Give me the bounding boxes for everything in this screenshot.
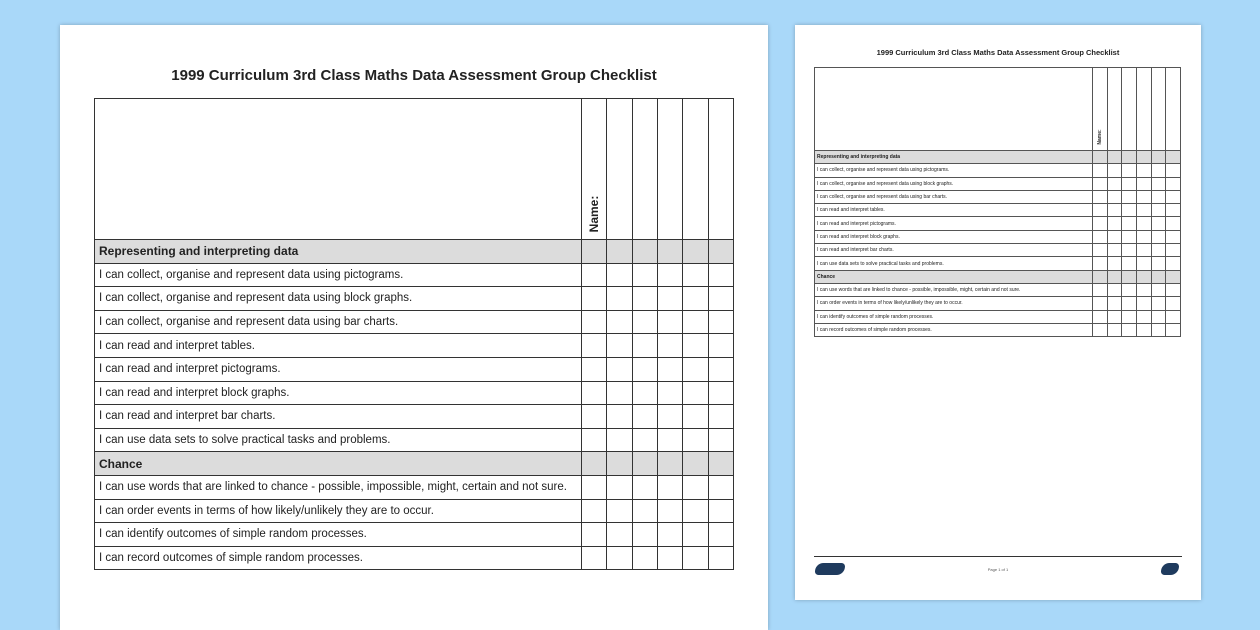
name-label: Name:	[587, 195, 602, 233]
check-cell[interactable]	[657, 428, 682, 452]
thumbnail-check-cell[interactable]	[1166, 177, 1181, 190]
thumbnail-check-cell[interactable]	[1151, 297, 1166, 310]
check-cell[interactable]	[582, 499, 607, 523]
thumbnail-checklist-item-text: I can read and interpret block graphs.	[815, 230, 1093, 243]
check-cell[interactable]	[708, 357, 733, 381]
check-cell[interactable]	[683, 475, 708, 499]
thumbnail-check-cell[interactable]	[1122, 230, 1137, 243]
check-cell[interactable]	[632, 428, 657, 452]
check-cell[interactable]	[582, 263, 607, 287]
check-cell[interactable]	[708, 263, 733, 287]
check-cell[interactable]	[708, 546, 733, 570]
check-cell[interactable]	[683, 428, 708, 452]
thumbnail-check-cell[interactable]	[1122, 297, 1137, 310]
checklist-item-text: I can use data sets to solve practical tasks and problems.	[95, 428, 582, 452]
check-cell[interactable]	[607, 546, 632, 570]
check-cell[interactable]	[708, 310, 733, 334]
check-cell[interactable]	[708, 334, 733, 358]
thumbnail-section-check-cell	[1107, 270, 1122, 283]
check-cell[interactable]	[582, 523, 607, 547]
thumbnail-check-cell[interactable]	[1093, 190, 1108, 203]
thumbnail-check-cell[interactable]	[1122, 217, 1137, 230]
check-cell[interactable]	[683, 405, 708, 429]
thumbnail-check-cell[interactable]	[1166, 257, 1181, 270]
thumbnail-checklist-row	[815, 283, 1181, 296]
check-cell[interactable]	[683, 546, 708, 570]
thumbnail-section-heading: Chance	[815, 270, 1093, 283]
check-cell[interactable]	[632, 499, 657, 523]
thumbnail-name-column-5[interactable]	[1151, 68, 1166, 151]
thumbnail-checklist-row	[815, 297, 1181, 310]
thumbnail-section-check-cell	[1166, 270, 1181, 283]
thumbnail-check-cell[interactable]	[1107, 257, 1122, 270]
checklist-row	[95, 475, 734, 499]
check-cell[interactable]	[683, 287, 708, 311]
thumbnail-checklist-item-text: I can record outcomes of simple random processes.	[815, 323, 1093, 336]
check-cell[interactable]	[657, 263, 682, 287]
thumbnail-check-cell[interactable]	[1107, 323, 1122, 336]
thumbnail-check-cell[interactable]	[1166, 323, 1181, 336]
check-cell[interactable]	[632, 405, 657, 429]
thumbnail-section-check-cell	[1093, 270, 1108, 283]
check-cell[interactable]	[632, 357, 657, 381]
check-cell[interactable]	[607, 428, 632, 452]
check-cell[interactable]	[607, 499, 632, 523]
check-cell[interactable]	[683, 357, 708, 381]
footer-divider	[814, 556, 1182, 557]
thumbnail-section-heading: Representing and interpreting data	[815, 151, 1093, 164]
section-heading: Chance	[95, 452, 582, 476]
thumbnail-name-label: Name:	[1096, 129, 1103, 145]
thumbnail-check-cell[interactable]	[1122, 177, 1137, 190]
section-check-cell	[582, 240, 607, 264]
section-check-cell	[683, 452, 708, 476]
check-cell[interactable]	[657, 334, 682, 358]
section-header	[95, 240, 734, 264]
check-cell[interactable]	[582, 405, 607, 429]
check-cell[interactable]	[657, 381, 682, 405]
thumbnail-checklist-row	[815, 177, 1181, 190]
thumbnail-section-check-cell	[1122, 270, 1137, 283]
name-column-3[interactable]	[632, 99, 657, 240]
check-cell[interactable]	[683, 334, 708, 358]
check-cell[interactable]	[607, 405, 632, 429]
check-cell[interactable]	[632, 310, 657, 334]
thumbnail-check-cell[interactable]	[1093, 230, 1108, 243]
name-column-4[interactable]	[657, 99, 682, 240]
twinkl-logo-small	[1161, 563, 1179, 575]
thumbnail-checklist-table	[814, 67, 1181, 337]
thumbnail-check-cell[interactable]	[1122, 323, 1137, 336]
thumbnail-check-cell[interactable]	[1093, 297, 1108, 310]
check-cell[interactable]	[657, 310, 682, 334]
thumbnail-check-cell[interactable]	[1122, 283, 1137, 296]
checklist-row	[95, 334, 734, 358]
thumbnail-check-cell[interactable]	[1136, 244, 1151, 257]
header-row	[95, 99, 734, 240]
header-blank-cell	[95, 99, 582, 240]
thumbnail-check-cell[interactable]	[1166, 244, 1181, 257]
checklist-item-text: I can read and interpret bar charts.	[95, 405, 582, 429]
check-cell[interactable]	[607, 475, 632, 499]
check-cell[interactable]	[632, 546, 657, 570]
thumbnail-check-cell[interactable]	[1122, 190, 1137, 203]
thumbnail-check-cell[interactable]	[1107, 283, 1122, 296]
checklist-row	[95, 428, 734, 452]
checklist-row	[95, 263, 734, 287]
checklist-item-text: I can collect, organise and represent data using bar charts.	[95, 310, 582, 334]
thumbnail-checklist-item-text: I can read and interpret tables.	[815, 204, 1093, 217]
check-cell[interactable]	[607, 310, 632, 334]
check-cell[interactable]	[683, 499, 708, 523]
thumbnail-check-cell[interactable]	[1136, 217, 1151, 230]
thumbnail-checklist-item-text: I can read and interpret pictograms.	[815, 217, 1093, 230]
check-cell[interactable]	[632, 381, 657, 405]
check-cell[interactable]	[708, 475, 733, 499]
page-title: 1999 Curriculum 3rd Class Maths Data Assessment Group Checklist	[171, 67, 657, 84]
check-cell[interactable]	[683, 523, 708, 547]
thumbnail-check-cell[interactable]	[1107, 177, 1122, 190]
thumbnail-name-column-2[interactable]	[1107, 68, 1122, 151]
thumbnail-check-cell[interactable]	[1093, 310, 1108, 323]
name-column-2[interactable]	[607, 99, 632, 240]
thumbnail-checklist-item-text: I can collect, organise and represent data using pictograms.	[815, 164, 1093, 177]
thumbnail-check-cell[interactable]	[1107, 230, 1122, 243]
thumbnail-check-cell[interactable]	[1166, 297, 1181, 310]
checklist-row	[95, 405, 734, 429]
thumbnail-checklist-row	[815, 244, 1181, 257]
thumbnail-check-cell[interactable]	[1136, 323, 1151, 336]
thumbnail-checklist-item-text: I can read and interpret bar charts.	[815, 244, 1093, 257]
thumbnail-check-cell[interactable]	[1122, 257, 1137, 270]
checklist-page-large	[60, 25, 768, 630]
check-cell[interactable]	[607, 357, 632, 381]
check-cell[interactable]	[632, 263, 657, 287]
check-cell[interactable]	[632, 287, 657, 311]
thumbnail-check-cell[interactable]	[1093, 164, 1108, 177]
thumbnail-check-cell[interactable]	[1122, 310, 1137, 323]
section-check-cell	[708, 240, 733, 264]
checklist-item-text: I can order events in terms of how likely/unlikely they are to occur.	[95, 499, 582, 523]
thumbnail-check-cell[interactable]	[1166, 283, 1181, 296]
thumbnail-check-cell[interactable]	[1093, 257, 1108, 270]
check-cell[interactable]	[657, 405, 682, 429]
thumbnail-check-cell[interactable]	[1122, 164, 1137, 177]
thumbnail-check-cell[interactable]	[1166, 190, 1181, 203]
thumbnail-section-check-cell	[1122, 151, 1137, 164]
thumbnail-checklist-row	[815, 323, 1181, 336]
thumbnail-check-cell[interactable]	[1107, 297, 1122, 310]
checklist-item-text: I can read and interpret tables.	[95, 334, 582, 358]
thumbnail-checklist-item-text: I can collect, organise and represent data using block graphs.	[815, 177, 1093, 190]
check-cell[interactable]	[582, 546, 607, 570]
thumbnail-section-check-cell	[1151, 270, 1166, 283]
thumbnail-check-cell[interactable]	[1166, 164, 1181, 177]
check-cell[interactable]	[607, 381, 632, 405]
section-check-cell	[657, 452, 682, 476]
thumbnail-check-cell[interactable]	[1093, 177, 1108, 190]
check-cell[interactable]	[708, 499, 733, 523]
check-cell[interactable]	[657, 499, 682, 523]
section-heading: Representing and interpreting data	[95, 240, 582, 264]
thumbnail-check-cell[interactable]	[1093, 204, 1108, 217]
section-check-cell	[607, 452, 632, 476]
check-cell[interactable]	[582, 357, 607, 381]
checklist-row	[95, 523, 734, 547]
thumbnail-check-cell[interactable]	[1136, 310, 1151, 323]
thumbnail-check-cell[interactable]	[1093, 217, 1108, 230]
thumbnail-check-cell[interactable]	[1136, 297, 1151, 310]
check-cell[interactable]	[582, 428, 607, 452]
check-cell[interactable]	[708, 381, 733, 405]
section-check-cell	[683, 240, 708, 264]
thumbnail-check-cell[interactable]	[1122, 244, 1137, 257]
thumbnail-checklist-row	[815, 204, 1181, 217]
checklist-item-text: I can record outcomes of simple random processes.	[95, 546, 582, 570]
section-header	[95, 452, 734, 476]
check-cell[interactable]	[607, 287, 632, 311]
thumbnail-section-check-cell	[1136, 151, 1151, 164]
thumbnail-checklist-row	[815, 230, 1181, 243]
thumbnail-check-cell[interactable]	[1151, 204, 1166, 217]
thumbnail-checklist-item-text: I can use words that are linked to chance - possible, impossible, might, certain and not sure.	[815, 283, 1093, 296]
check-cell[interactable]	[708, 523, 733, 547]
checklist-item-text: I can read and interpret pictograms.	[95, 357, 582, 381]
check-cell[interactable]	[657, 357, 682, 381]
check-cell[interactable]	[708, 287, 733, 311]
check-cell[interactable]	[683, 381, 708, 405]
thumbnail-check-cell[interactable]	[1151, 323, 1166, 336]
thumbnail-check-cell[interactable]	[1151, 310, 1166, 323]
thumbnail-section-header	[815, 151, 1181, 164]
name-column-6[interactable]	[708, 99, 733, 240]
thumbnail-checklist-row	[815, 164, 1181, 177]
check-cell[interactable]	[708, 405, 733, 429]
checklist-row	[95, 310, 734, 334]
thumbnail-name-column-6[interactable]	[1166, 68, 1181, 151]
checklist-row	[95, 546, 734, 570]
check-cell[interactable]	[683, 310, 708, 334]
checklist-row	[95, 287, 734, 311]
check-cell[interactable]	[632, 523, 657, 547]
thumbnail-checklist-row	[815, 217, 1181, 230]
section-check-cell	[708, 452, 733, 476]
thumbnail-checklist-row	[815, 310, 1181, 323]
checklist-item-text: I can use words that are linked to chance - possible, impossible, might, certain and not sure.	[95, 475, 582, 499]
thumbnail-checklist-item-text: I can identify outcomes of simple random processes.	[815, 310, 1093, 323]
thumbnail-section-check-cell	[1136, 270, 1151, 283]
thumbnail-check-cell[interactable]	[1151, 217, 1166, 230]
check-cell[interactable]	[708, 428, 733, 452]
thumbnail-checklist-row	[815, 257, 1181, 270]
thumbnail-checklist-row	[815, 190, 1181, 203]
check-cell[interactable]	[607, 334, 632, 358]
thumbnail-check-cell[interactable]	[1166, 217, 1181, 230]
checklist-item-text: I can identify outcomes of simple random processes.	[95, 523, 582, 547]
thumbnail-check-cell[interactable]	[1136, 283, 1151, 296]
thumbnail-check-cell[interactable]	[1136, 257, 1151, 270]
thumbnail-check-cell[interactable]	[1093, 283, 1108, 296]
thumbnail-check-cell[interactable]	[1151, 257, 1166, 270]
check-cell[interactable]	[657, 523, 682, 547]
thumbnail-check-cell[interactable]	[1107, 310, 1122, 323]
name-column-1[interactable]	[582, 99, 607, 240]
thumbnail-check-cell[interactable]	[1093, 323, 1108, 336]
thumbnail-check-cell[interactable]	[1151, 177, 1166, 190]
check-cell[interactable]	[582, 287, 607, 311]
thumbnail-check-cell[interactable]	[1151, 283, 1166, 296]
check-cell[interactable]	[657, 475, 682, 499]
thumbnail-check-cell[interactable]	[1136, 190, 1151, 203]
thumbnail-check-cell[interactable]	[1136, 177, 1151, 190]
section-check-cell	[632, 452, 657, 476]
thumbnail-check-cell[interactable]	[1166, 204, 1181, 217]
thumbnail-section-check-cell	[1151, 151, 1166, 164]
thumbnail-check-cell[interactable]	[1166, 310, 1181, 323]
page-number: Page 1 of 1	[987, 567, 1009, 572]
thumbnail-name-column-1[interactable]	[1093, 68, 1108, 151]
section-check-cell	[582, 452, 607, 476]
thumbnail-check-cell[interactable]	[1107, 244, 1122, 257]
check-cell[interactable]	[607, 263, 632, 287]
thumbnail-check-cell[interactable]	[1151, 164, 1166, 177]
thumbnail-section-check-cell	[1107, 151, 1122, 164]
thumbnail-check-cell[interactable]	[1107, 190, 1122, 203]
thumbnail-check-cell[interactable]	[1151, 230, 1166, 243]
section-check-cell	[607, 240, 632, 264]
thumbnail-check-cell[interactable]	[1107, 164, 1122, 177]
thumbnail-check-cell[interactable]	[1151, 244, 1166, 257]
name-column-5[interactable]	[683, 99, 708, 240]
thumbnail-check-cell[interactable]	[1136, 230, 1151, 243]
thumbnail-check-cell[interactable]	[1093, 244, 1108, 257]
check-cell[interactable]	[607, 523, 632, 547]
thumbnail-checklist-item-text: I can use data sets to solve practical tasks and problems.	[815, 257, 1093, 270]
section-check-cell	[632, 240, 657, 264]
thumbnail-section-check-cell	[1093, 151, 1108, 164]
thumbnail-check-cell[interactable]	[1136, 164, 1151, 177]
thumbnail-name-column-4[interactable]	[1136, 68, 1151, 151]
thumbnail-checklist-item-text: I can order events in terms of how likely/unlikely they are to occur.	[815, 297, 1093, 310]
check-cell[interactable]	[632, 475, 657, 499]
thumbnail-section-check-cell	[1166, 151, 1181, 164]
checklist-item-text: I can collect, organise and represent data using pictograms.	[95, 263, 582, 287]
check-cell[interactable]	[657, 546, 682, 570]
thumbnail-header-blank-cell	[815, 68, 1093, 151]
thumbnail-section-header	[815, 270, 1181, 283]
checklist-item-text: I can read and interpret block graphs.	[95, 381, 582, 405]
checklist-row	[95, 357, 734, 381]
thumbnail-check-cell[interactable]	[1136, 204, 1151, 217]
check-cell[interactable]	[632, 334, 657, 358]
thumbnail-check-cell[interactable]	[1151, 190, 1166, 203]
thumbnail-checklist-item-text: I can collect, organise and represent data using bar charts.	[815, 190, 1093, 203]
thumbnail-title: 1999 Curriculum 3rd Class Maths Data Assessment Group Checklist	[876, 48, 1120, 57]
thumbnail-check-cell[interactable]	[1122, 204, 1137, 217]
thumbnail-name-column-3[interactable]	[1122, 68, 1137, 151]
check-cell[interactable]	[683, 263, 708, 287]
checklist-table	[94, 98, 734, 570]
checklist-page-thumbnail[interactable]	[795, 25, 1201, 600]
checklist-row	[95, 381, 734, 405]
thumbnail-header-row	[815, 68, 1181, 151]
checklist-row	[95, 499, 734, 523]
thumbnail-check-cell[interactable]	[1166, 230, 1181, 243]
check-cell[interactable]	[582, 475, 607, 499]
check-cell[interactable]	[657, 287, 682, 311]
checklist-item-text: I can collect, organise and represent data using block graphs.	[95, 287, 582, 311]
section-check-cell	[657, 240, 682, 264]
check-cell[interactable]	[582, 381, 607, 405]
thumbnail-check-cell[interactable]	[1107, 204, 1122, 217]
check-cell[interactable]	[582, 334, 607, 358]
check-cell[interactable]	[582, 310, 607, 334]
thumbnail-check-cell[interactable]	[1107, 217, 1122, 230]
